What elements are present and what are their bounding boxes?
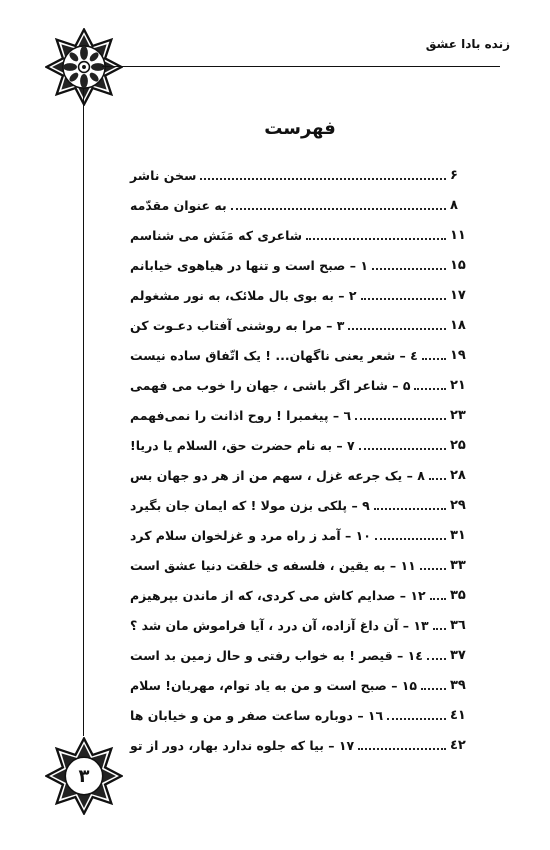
dot-leader: [430, 598, 446, 600]
toc-entry-page: ۱۸: [450, 317, 466, 333]
margin-rule: [83, 88, 84, 736]
dot-leader: [306, 238, 446, 240]
page-number: ۳: [78, 766, 90, 787]
toc-entry-page: ٤۲: [450, 737, 466, 753]
toc-entry: [130, 610, 472, 640]
toc-entry-title: ۱۵ – صبح است و من به یاد توام، مهربان! سلام: [130, 677, 418, 693]
toc-entry: [130, 250, 472, 280]
running-header-title: زنده بادا عشق: [425, 37, 510, 51]
toc-entry-page: ۳۹: [450, 677, 466, 693]
dot-leader: [348, 328, 446, 330]
toc-entry-title: ۱۳ – آن داغ آزاده، آن درد ، آیا فراموش مان شد ؟: [130, 617, 429, 633]
toc-entry-title: ۱٦ – دوباره ساعت صفر و من و خیابان ها: [130, 707, 384, 723]
toc-entry-page: ۶: [450, 167, 458, 183]
toc-entry-page: ۲۸: [450, 467, 466, 483]
toc-entry-title: ۷ – به نام حضرت حق، السلام یا دریا!: [130, 437, 355, 453]
toc-entry: [130, 700, 472, 730]
dot-leader: [361, 298, 446, 300]
toc-entry: [130, 430, 472, 460]
dot-leader: [433, 628, 446, 630]
dot-leader: [422, 358, 446, 360]
toc-entry: [130, 460, 472, 490]
toc-entry-title: ۳ – مرا به روشنی آفتاب دعـوت کن: [130, 317, 345, 333]
toc-entry: [130, 550, 472, 580]
toc-entry: [130, 370, 472, 400]
toc-entry: [130, 730, 472, 760]
toc-entry: [130, 280, 472, 310]
toc-entry: [130, 160, 472, 190]
toc-entry-page: ۲۳: [450, 407, 466, 423]
toc-entry: [130, 190, 472, 220]
dot-leader: [420, 568, 446, 570]
toc-entry-page: ۲۱: [450, 377, 466, 393]
toc-entry-page: ۱۵: [450, 257, 466, 273]
toc-entry-page: ۸: [450, 197, 458, 213]
toc-entry-title: ٦ – پیغمبرا ! روح اذانت را نمی‌فهمم: [130, 407, 352, 423]
toc-entry-page: ۳۳: [450, 557, 466, 573]
toc-entry-page: ۳۱: [450, 527, 466, 543]
toc-entry-title: ۲ – به بوی بال ملائک، به نور مشغولم: [130, 287, 357, 303]
toc-entry-page: ۱۹: [450, 347, 466, 363]
toc-entry-page: ۳۵: [450, 587, 466, 603]
dot-leader: [355, 418, 446, 420]
toc-entry-title: ۱٤ – قیصر ! به خواب رفتی و حال زمین بد است: [130, 647, 423, 663]
toc-entry-title: ۱۰ – آمد ز راه مرد و غزلخوان سلام کرد: [130, 527, 371, 543]
table-of-contents: [130, 160, 472, 760]
toc-entry-page: ۱۷: [450, 287, 466, 303]
toc-entry-page: ۲۹: [450, 497, 466, 513]
dot-leader: [429, 478, 446, 480]
dot-leader: [372, 268, 446, 270]
dot-leader: [358, 748, 446, 750]
toc-entry: [130, 520, 472, 550]
toc-entry: [130, 490, 472, 520]
toc-entry-title: ۹ – پلکی بزن مولا ! که ایمان جان بگیرد: [130, 497, 370, 513]
toc-entry-page: ۳٦: [450, 617, 466, 633]
toc-entry-page: ٤۱: [450, 707, 466, 723]
toc-entry-title: ۱۱ – به یقین ، فلسفه ی خلقت دنیا عشق است: [130, 557, 416, 573]
dot-leader: [375, 538, 446, 540]
dot-leader: [359, 448, 446, 450]
toc-entry: [130, 670, 472, 700]
toc-entry: [130, 640, 472, 670]
dot-leader: [414, 388, 446, 390]
rosette-ornament-top: [45, 28, 123, 106]
toc-entry-page: ۲۵: [450, 437, 466, 453]
toc-entry-title: شاعری که مَنَش می شناسم: [130, 227, 303, 243]
toc-entry: [130, 340, 472, 370]
dot-leader: [200, 178, 446, 180]
toc-entry-title: ۸ – یک جرعه غزل ، سهم من از هر دو جهان بس: [130, 467, 425, 483]
toc-entry: [130, 220, 472, 250]
toc-entry-title: ۱۷ – بیا که جلوه ندارد بهار، دور از تو: [130, 737, 355, 753]
toc-entry-title: ۵ – شاعر اگر باشی ، جهان را خوب می فهمی: [130, 377, 411, 393]
toc-entry-title: به عنوان مقدّمه: [130, 197, 227, 213]
dot-leader: [374, 508, 446, 510]
toc-entry: [130, 580, 472, 610]
toc-entry-page: ۱۱: [450, 227, 466, 243]
toc-entry: [130, 310, 472, 340]
toc-entry-title: ۱ – صبح است و تنها در هیاهوی خیابانم: [130, 257, 368, 273]
dot-leader: [387, 718, 446, 720]
toc-heading: فهرست: [264, 118, 336, 139]
header-rule: [102, 66, 500, 67]
toc-entry-title: ۱۲ – صدایم کاش می کردی، که از ماندن بپرهیزم: [130, 587, 426, 603]
toc-entry-title: ٤ – شعر یعنی ناگهان... ! یک اتّفاق ساده نیست: [130, 347, 418, 363]
dot-leader: [231, 208, 446, 210]
dot-leader: [427, 658, 446, 660]
toc-entry-title: سخن ناشر: [130, 167, 197, 183]
toc-entry: [130, 400, 472, 430]
dot-leader: [421, 688, 446, 690]
toc-entry-page: ۳۷: [450, 647, 466, 663]
